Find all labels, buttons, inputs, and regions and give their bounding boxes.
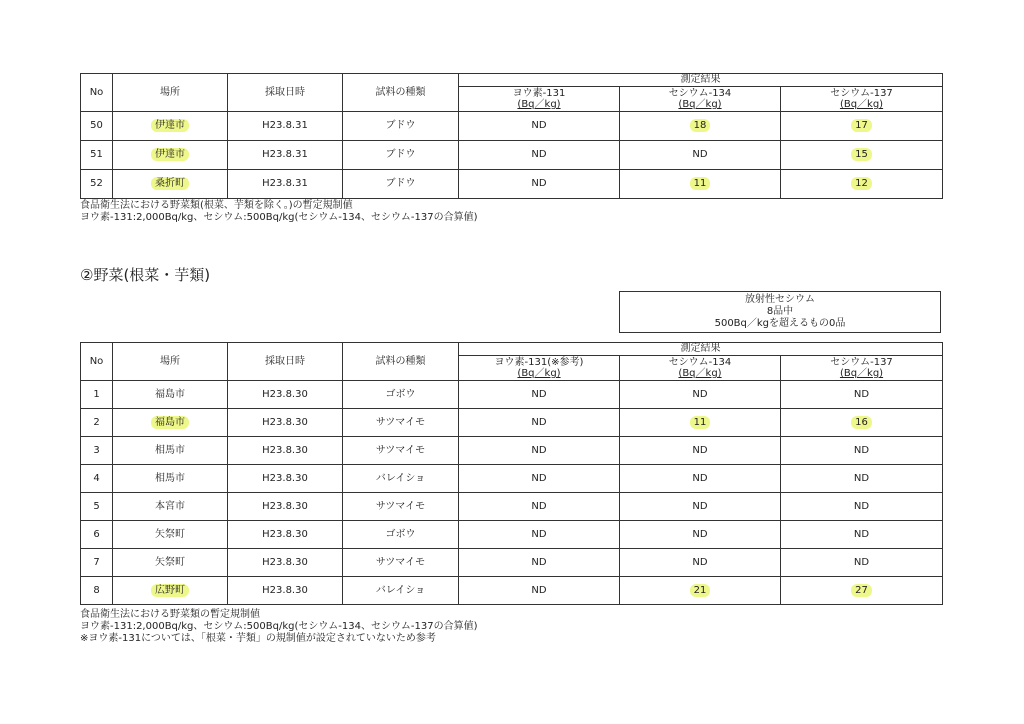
cesium-134-cell [620,381,781,409]
row-number-value: 1 [93,388,100,400]
row-number [81,521,113,549]
cesium-137-cell-value: ND [853,500,870,512]
iodine-131-cell-value: ND [531,556,547,568]
sample-type-cell-value: ブドウ [385,120,416,131]
table-row [81,577,943,605]
cesium-134-cell [620,493,781,521]
cesium-137-cell [781,577,943,605]
location-cell [113,493,228,521]
location-cell-value: 福島市 [155,388,185,400]
summary-line-2: 8品中 [766,306,794,317]
regulation-values-note: ヨウ素-131:2,000Bq/kg、セシウム:500Bq/kg(セシウム-134、セシウム-137の合算値) [80,621,478,632]
iodine-reference-note: ※ヨウ素-131については、「根菜・芋類」の規制値が設定されていないため参考 [80,633,436,644]
cesium-137-cell [781,141,943,170]
row-number [81,381,113,409]
sample-type-cell [343,141,459,170]
location-cell-value: 伊達市 [151,119,189,132]
table-row [81,170,943,199]
sampling-date-cell-value: H23.8.30 [262,500,308,512]
iodine-131-cell [459,409,620,437]
row-number [81,112,113,141]
table-body [81,381,943,605]
row-number-value: 8 [93,584,100,596]
header-date: 採取日時 [228,74,343,112]
sampling-date-cell-value: H23.8.31 [262,178,308,189]
cesium-134-cell-value: ND [692,472,708,484]
cesium-137-cell-value: 12 [851,177,872,190]
cesium-134-cell [620,141,781,170]
location-cell-value: 広野町 [151,584,189,597]
location-cell [113,112,228,141]
cesium-134-cell-value: 11 [690,177,711,190]
row-number-value: 6 [93,528,100,540]
table-row [81,465,943,493]
sample-type-cell-value: ゴボウ [385,388,416,400]
cesium-137-cell [781,381,943,409]
cesium-137-cell [781,549,943,577]
cesium-134-cell-value: 18 [690,119,711,132]
sample-type-cell [343,437,459,465]
table-row [81,409,943,437]
cesium-137-cell [781,521,943,549]
header-no: No [81,74,113,112]
location-cell-value: 桑折町 [151,177,189,190]
sample-type-cell [343,381,459,409]
table-row [81,521,943,549]
regulation-values-note: ヨウ素-131:2,000Bq/kg、セシウム:500Bq/kg(セシウム-134、セシウム-137の合算値) [80,212,478,223]
cesium-137-cell [781,409,943,437]
header-place: 場所 [113,343,228,381]
iodine-131-cell-value: ND [531,584,547,596]
location-cell-value: 伊達市 [151,148,189,161]
sample-type-cell-value: サツマイモ [375,556,426,568]
sampling-date-cell [228,409,343,437]
cesium-134-cell [620,577,781,605]
cesium-137-cell-value: 27 [851,584,872,597]
row-number-value: 52 [90,178,103,189]
cesium-137-cell [781,437,943,465]
sample-type-cell [343,465,459,493]
header-iodine: ヨウ素-131(※参考) (Bq／kg) [459,356,620,381]
sample-type-cell-value: バレイショ [375,472,426,484]
table-row [81,381,943,409]
table-row [81,141,943,170]
cesium-134-cell [620,170,781,199]
table-row [81,493,943,521]
sample-type-cell-value: ブドウ [385,149,416,160]
row-number [81,493,113,521]
sample-type-cell [343,112,459,141]
sample-type-cell [343,521,459,549]
sample-type-cell [343,493,459,521]
sample-type-cell [343,577,459,605]
sampling-date-cell-value: H23.8.30 [262,584,308,596]
sampling-date-cell-value: H23.8.31 [262,120,308,131]
sample-type-cell-value: サツマイモ [375,416,426,428]
header-iodine: ヨウ素-131 (Bq／kg) [459,87,620,112]
summary-line-1: 放射性セシウム [745,294,815,305]
cesium-134-cell [620,549,781,577]
table-row [81,112,943,141]
row-number-value: 5 [93,500,100,512]
location-cell-value: 本宮市 [155,500,185,512]
cesium-134-cell-value: ND [692,500,708,512]
location-cell [113,381,228,409]
sample-type-cell-value: サツマイモ [375,444,426,456]
location-cell [113,141,228,170]
iodine-131-cell [459,521,620,549]
iodine-131-cell-value: ND [531,388,547,400]
row-number [81,465,113,493]
regulation-note: 食品衛生法における野菜類の暫定規制値 [80,609,260,620]
sample-type-cell [343,170,459,199]
sample-type-cell [343,549,459,577]
cesium-137-cell-value: 16 [851,416,872,429]
header-cs137: セシウム-137 (Bq／kg) [781,87,943,112]
iodine-131-cell [459,549,620,577]
location-cell [113,465,228,493]
cesium-134-cell [620,521,781,549]
sample-type-cell-value: ブドウ [385,178,416,189]
location-cell [113,549,228,577]
section-title: ②野菜(根菜・芋類) [80,266,211,284]
iodine-131-cell [459,437,620,465]
cesium-134-cell [620,112,781,141]
results-table-fruit [80,73,943,199]
header-sample: 試料の種類 [343,343,459,381]
cesium-134-cell-value: ND [692,444,708,456]
table-row [81,549,943,577]
sample-type-cell [343,409,459,437]
sampling-date-cell-value: H23.8.30 [262,444,308,456]
row-number [81,409,113,437]
location-cell [113,437,228,465]
cesium-134-cell [620,437,781,465]
sampling-date-cell [228,549,343,577]
cesium-137-cell [781,493,943,521]
results-table-root-vegetables [80,342,943,605]
table-row [81,437,943,465]
sampling-date-cell [228,170,343,199]
iodine-131-cell [459,112,620,141]
iodine-131-cell-value: ND [531,500,547,512]
iodine-131-cell [459,381,620,409]
cesium-134-cell-value: ND [692,528,708,540]
cesium-137-cell-value: ND [853,556,870,568]
header-results: 測定結果 [459,74,943,87]
location-cell-value: 福島市 [151,416,189,429]
cesium-134-cell-value: ND [692,149,708,160]
row-number [81,141,113,170]
sampling-date-cell-value: H23.8.30 [262,556,308,568]
iodine-131-cell-value: ND [531,120,547,131]
iodine-131-cell [459,493,620,521]
cesium-134-cell-value: ND [692,556,708,568]
row-number-value: 51 [90,149,103,160]
header-results: 測定結果 [459,343,943,356]
iodine-131-cell-value: ND [531,149,547,160]
sample-type-cell-value: サツマイモ [375,500,426,512]
location-cell-value: 相馬市 [155,472,185,484]
row-number [81,170,113,199]
table-body [81,112,943,199]
sampling-date-cell [228,493,343,521]
row-number-value: 50 [90,120,103,131]
iodine-131-cell-value: ND [531,528,547,540]
cesium-137-cell-value: 17 [851,119,872,132]
iodine-131-cell-value: ND [531,444,547,456]
iodine-131-cell-value: ND [531,472,547,484]
cesium-137-cell-value: ND [853,528,870,540]
header-sample: 試料の種類 [343,74,459,112]
cesium-134-cell-value: 21 [690,584,711,597]
row-number-value: 3 [93,444,100,456]
iodine-131-cell [459,577,620,605]
cesium-137-cell [781,170,943,199]
iodine-131-cell [459,141,620,170]
iodine-131-cell [459,465,620,493]
row-number [81,549,113,577]
header-date: 採取日時 [228,343,343,381]
sample-type-cell-value: ゴボウ [385,528,416,540]
row-number [81,437,113,465]
sampling-date-cell-value: H23.8.30 [262,388,308,400]
header-cs137: セシウム-137 (Bq／kg) [781,356,943,381]
summary-box [619,291,941,333]
row-number-value: 7 [93,556,100,568]
row-number-value: 2 [93,416,100,428]
sample-type-cell-value: バレイショ [375,584,426,596]
sampling-date-cell-value: H23.8.30 [262,416,308,428]
cesium-137-cell [781,465,943,493]
cesium-137-cell-value: ND [853,472,870,484]
location-cell-value: 矢祭町 [155,528,185,540]
header-place: 場所 [113,74,228,112]
location-cell [113,577,228,605]
location-cell-value: 相馬市 [155,444,185,456]
header-cs134: セシウム-134 (Bq／kg) [620,87,781,112]
header-no: No [81,343,113,381]
sampling-date-cell [228,521,343,549]
location-cell-value: 矢祭町 [155,556,185,568]
sampling-date-cell [228,577,343,605]
cesium-134-cell-value: ND [692,388,708,400]
iodine-131-cell-value: ND [531,178,547,189]
row-number-value: 4 [93,472,100,484]
sampling-date-cell [228,381,343,409]
row-number [81,577,113,605]
iodine-131-cell [459,170,620,199]
cesium-137-cell-value: ND [853,388,870,400]
location-cell [113,409,228,437]
cesium-134-cell [620,465,781,493]
iodine-131-cell-value: ND [531,416,547,428]
location-cell [113,170,228,199]
location-cell [113,521,228,549]
regulation-note: 食品衛生法における野菜類(根菜、芋類を除く。)の暫定規制値 [80,200,353,211]
sampling-date-cell [228,437,343,465]
cesium-137-cell-value: 15 [851,148,872,161]
sampling-date-cell-value: H23.8.30 [262,528,308,540]
sampling-date-cell-value: H23.8.30 [262,472,308,484]
cesium-137-cell [781,112,943,141]
sampling-date-cell [228,112,343,141]
sampling-date-cell-value: H23.8.31 [262,149,308,160]
sampling-date-cell [228,141,343,170]
cesium-134-cell [620,409,781,437]
cesium-137-cell-value: ND [853,444,870,456]
cesium-134-cell-value: 11 [690,416,711,429]
summary-line-3: 500Bq／kgを超えるもの0品 [714,318,846,329]
sampling-date-cell [228,465,343,493]
header-cs134: セシウム-134 (Bq／kg) [620,356,781,381]
